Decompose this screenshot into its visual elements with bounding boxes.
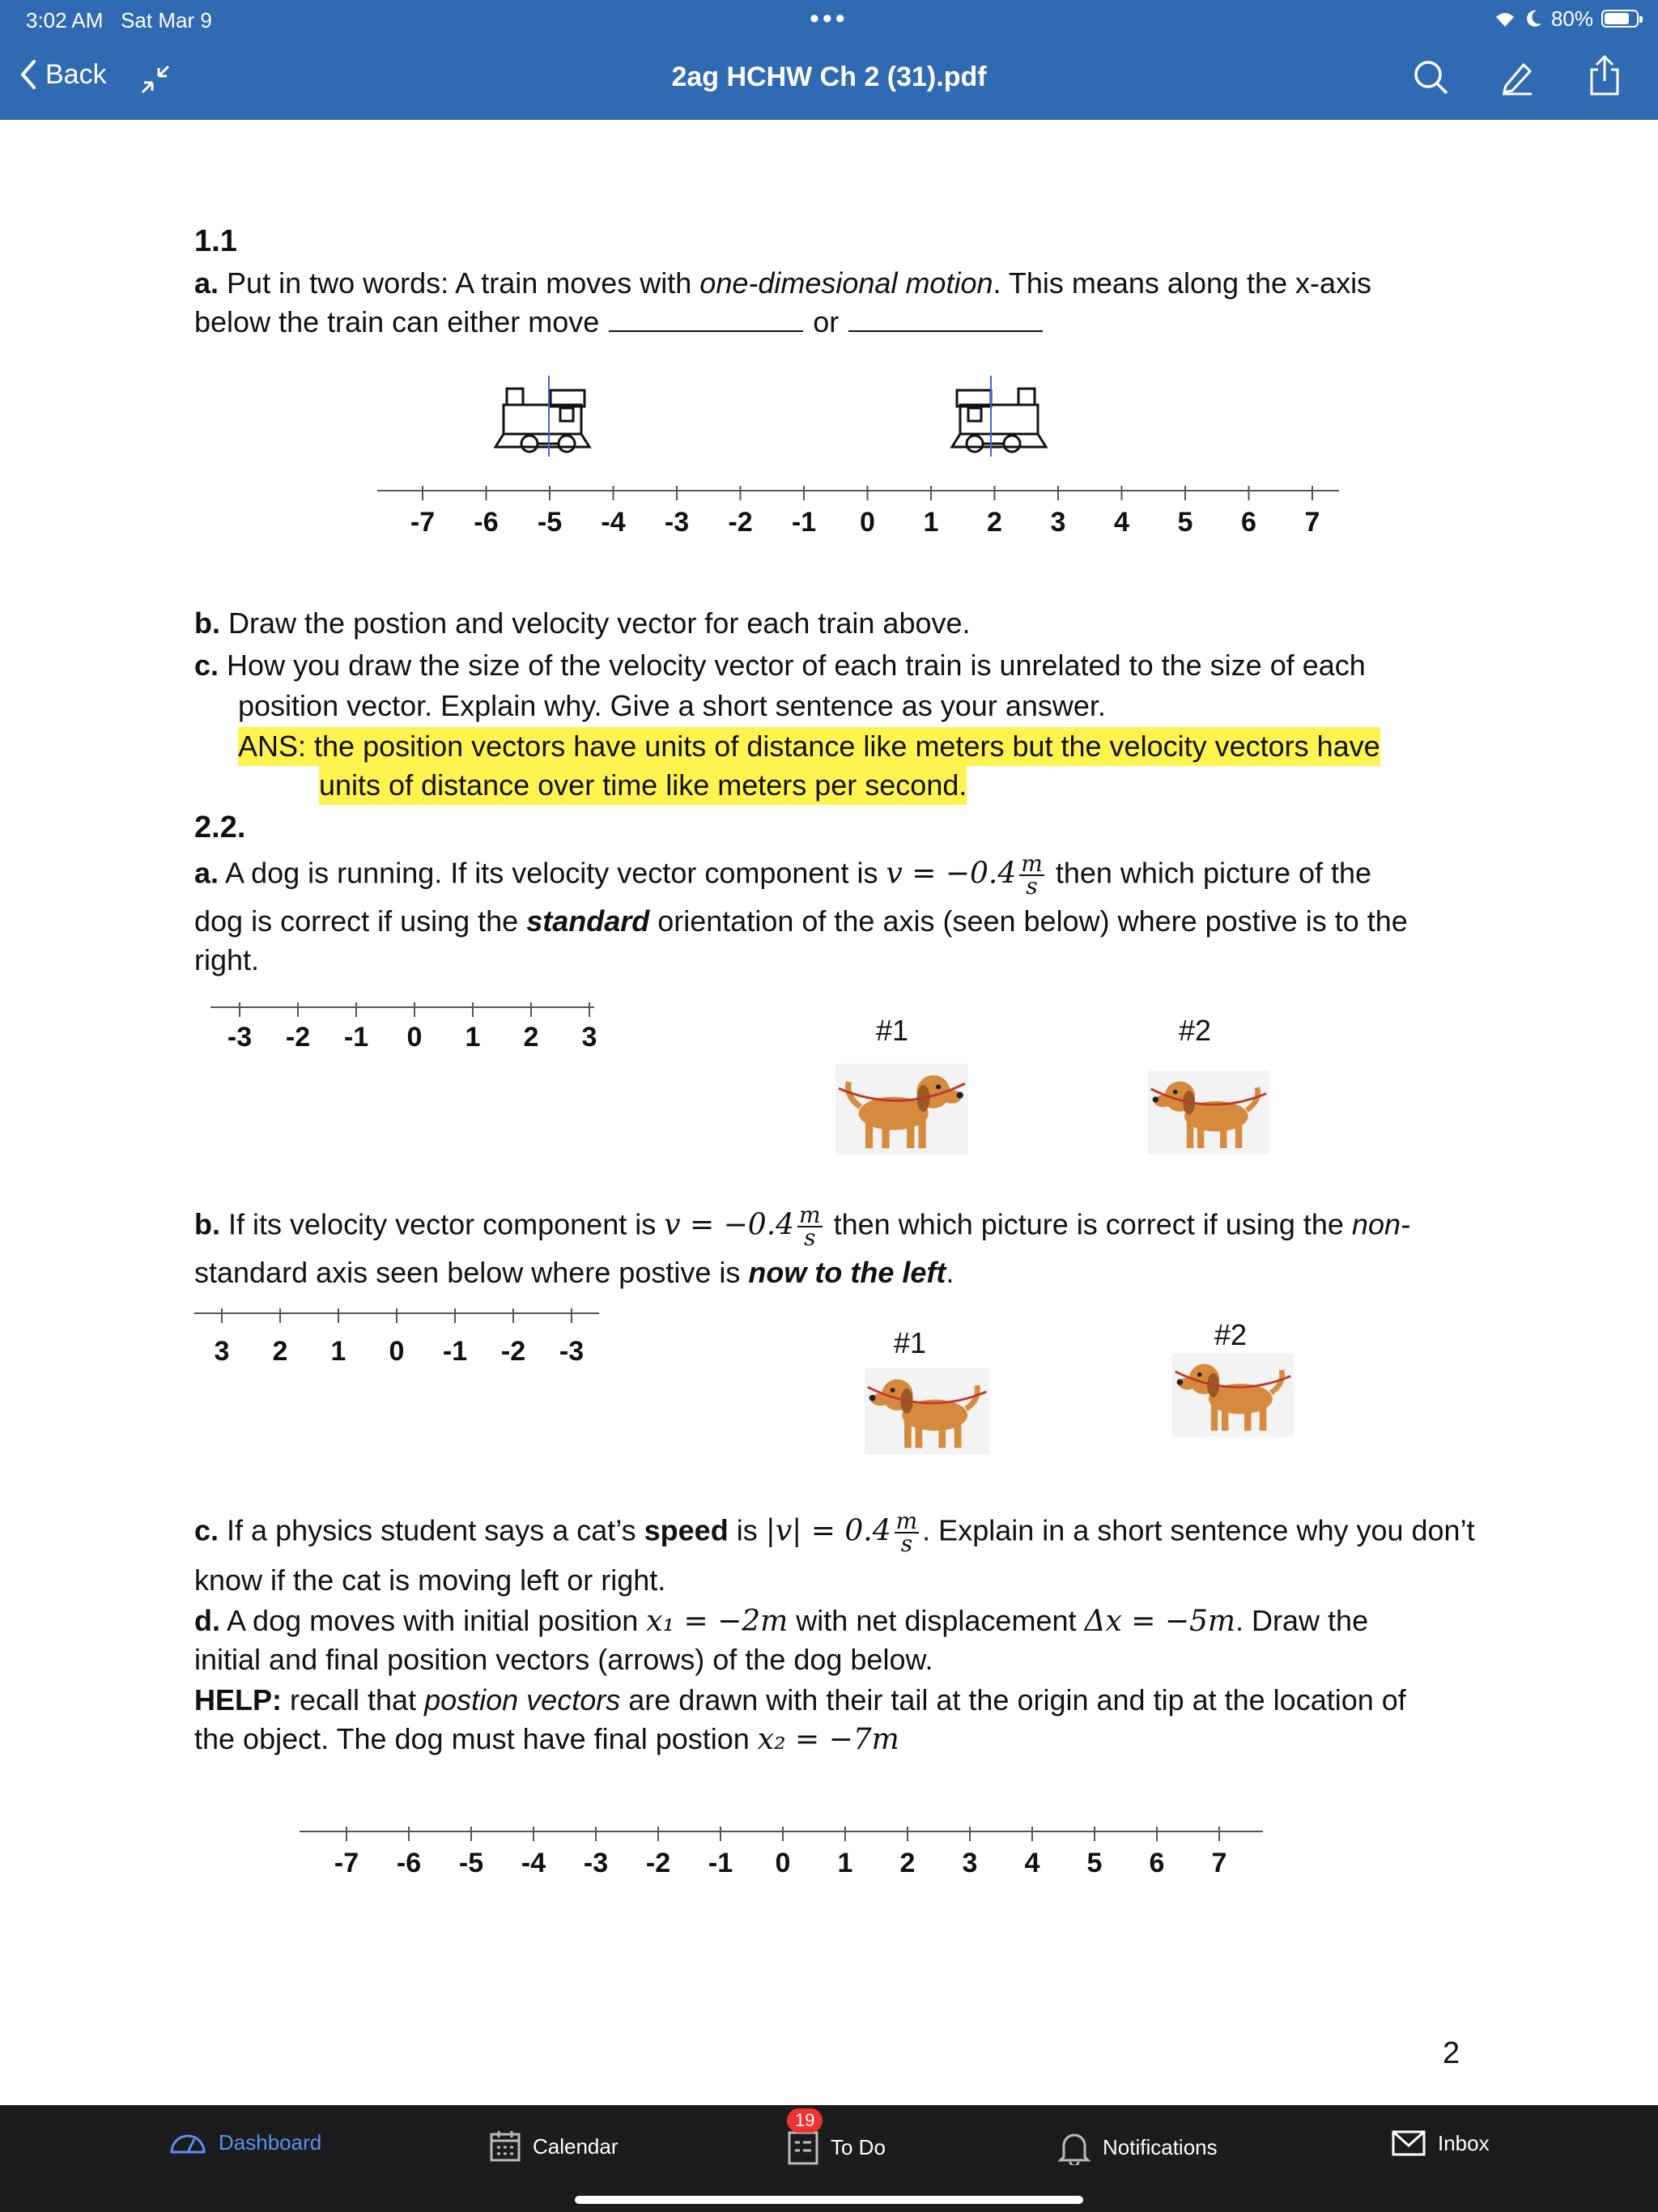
axis-tick-label: 1 [923,507,939,538]
question-2-2-a: a. A dog is running. If its velocity vector component is v = −0.4 $\frac{m}{s}$ then which picture of the [194,850,1372,900]
battery-percent: 80% [1550,6,1593,31]
train-left-icon [494,376,599,457]
dog-image-3 [861,1368,993,1454]
bell-icon [1057,2129,1091,2165]
section-heading-1-1: 1.1 [194,224,237,258]
tab-label: Dashboard [219,2129,322,2155]
search-icon[interactable] [1412,58,1449,96]
bottom-tab-bar [0,2105,1658,2212]
chevron-left-icon [18,58,37,91]
axis-tick-label: 1 [330,1336,346,1367]
number-line-4 [0,1823,1658,1848]
axis-tick-label: -6 [474,507,499,538]
axis-tick-label: -2 [728,507,753,538]
axis-tick-label: 2 [523,1022,539,1053]
question-1-1-a-line2: below the train can either move or [194,303,1052,342]
question-2-2-b-line2: standard axis seen below where postive is now to the left. [194,1256,954,1289]
axis-tick-label: 3 [214,1336,230,1367]
battery-icon [1601,10,1639,28]
number-line-3 [0,1305,1658,1329]
section-heading-2-2: 2.2. [194,810,246,844]
number-line-2 [0,999,1658,1023]
mail-icon [1391,2129,1426,2157]
page-number: 2 [1443,2036,1460,2070]
number-line-1 [0,483,1658,507]
axis-tick-label: 4 [1024,1848,1040,1878]
axis-tick-label: 6 [1149,1848,1165,1878]
clock: 3:02 AM [26,8,104,32]
question-1-1-b: b. Draw the postion and velocity vector for each train above. [194,606,971,640]
question-2-2-c: c. If a physics student says a cat’s speed is |v| = 0.4 $\frac{m}{s}$ . Explain in a short sentence why you don’t [194,1508,1475,1557]
back-label: Back [45,58,107,90]
axis-tick-label: 0 [406,1022,423,1053]
axis-tick-label: -3 [559,1336,585,1367]
axis-tick-label: 3 [962,1848,978,1878]
share-icon[interactable] [1587,53,1622,97]
tab-dashboard[interactable] [168,2129,321,2155]
question-2-2-d-line2: initial and final position vectors (arrows) of the dog below. [194,1643,933,1676]
axis-tick-label: -1 [708,1848,733,1878]
axis-tick-label: -1 [791,507,817,538]
axis-tick-label: 3 [1050,507,1066,538]
axis-tick-label: -4 [601,507,626,538]
question-1-1-a: a. Put in two words: A train moves with one-dimesional motion. This means along the x-axis [194,266,1372,300]
help-text-line2: the object. The dog must have final postion x₂ = −7m [194,1722,899,1756]
tab-label: Notifications [1103,2134,1218,2159]
tab-inbox[interactable] [1391,2129,1490,2157]
tab-label: Calendar [533,2133,619,2159]
axis-tick-label: 7 [1211,1848,1227,1878]
tab-todo[interactable] [787,2110,886,2165]
axis-tick-label: 7 [1304,507,1320,538]
picture-label-1: #1 [876,1014,909,1047]
axis-tick-label: -3 [227,1022,253,1053]
answer-blank-1[interactable] [609,304,803,332]
question-2-2-a-line3: right. [194,943,260,976]
dashboard-icon [168,2129,207,2155]
home-indicator[interactable] [575,2196,1083,2204]
axis-tick-label: -2 [285,1022,311,1053]
axis-tick-label: -2 [645,1848,671,1878]
calendar-icon [489,2129,521,2163]
moon-icon [1525,9,1543,28]
axis-tick-label: 5 [1086,1848,1103,1878]
axis-tick-label: -3 [583,1848,609,1878]
axis-tick-label: 3 [581,1022,597,1053]
multitask-dots-icon[interactable]: ••• [810,3,848,34]
axis-tick-label: -7 [334,1848,359,1878]
axis-tick-label: 1 [465,1022,481,1053]
question-2-2-c-line2: know if the cat is moving left or right. [194,1563,666,1597]
answer-blank-2[interactable] [848,304,1043,332]
axis-tick-label: -2 [500,1336,526,1367]
wifi-icon [1493,9,1517,28]
collapse-icon[interactable] [138,62,173,97]
tab-label: To Do [831,2134,886,2159]
train-right-icon [942,376,1048,457]
axis-tick-label: 0 [775,1848,791,1878]
tab-label: Inbox [1438,2130,1490,2155]
axis-tick-label: 0 [860,507,875,538]
answer-highlight-line2: units of distance over time like meters per second. [319,766,967,805]
question-1-1-c: c. How you draw the size of the velocity vector of each train is unrelated to the size of each [194,649,1366,682]
axis-tick-label: 1 [837,1848,853,1878]
todo-list-icon [787,2129,819,2165]
question-2-2-b: b. If its velocity vector component is v = −0.4 $\frac{m}{s}$ then which picture is correct if using the non- [194,1202,1410,1251]
dog-image-1 [835,1062,968,1156]
axis-tick-label: -1 [343,1022,369,1053]
axis-tick-label: 0 [389,1336,405,1367]
axis-tick-label: -1 [442,1336,468,1367]
annotate-pen-icon[interactable] [1499,58,1535,96]
axis-tick-label: 2 [899,1848,916,1878]
axis-tick-label: -7 [410,507,436,538]
axis-tick-label: -6 [396,1848,422,1878]
axis-tick-label: 2 [272,1336,288,1367]
axis-tick-label: 2 [987,507,1002,538]
axis-tick-label: -5 [458,1848,484,1878]
tab-calendar[interactable] [489,2129,619,2163]
todo-badge: 19 [787,2108,823,2133]
axis-tick-label: -5 [537,507,563,538]
help-text: HELP: recall that postion vectors are drawn with their tail at the origin and tip at the location of [194,1683,1406,1716]
axis-tick-label: -3 [664,507,690,538]
axis-tick-label: 6 [1241,507,1256,538]
status-time [26,8,212,33]
dog-image-2 [1148,1066,1269,1159]
picture-label-2: #2 [1179,1014,1212,1047]
picture-label-4: #2 [1214,1318,1248,1351]
tab-notifications[interactable] [1057,2129,1218,2165]
axis-tick-label: 4 [1114,507,1129,538]
status-indicators [1493,6,1639,31]
dog-image-4 [1172,1347,1294,1443]
axis-tick-label: 5 [1177,507,1193,538]
picture-label-3: #1 [894,1326,927,1359]
top-bar [0,0,1658,120]
question-2-2-d: d. A dog moves with initial position x₁ = −2m with net displacement Δx = −5m. Draw the [194,1604,1369,1638]
back-button[interactable] [18,58,107,91]
document-title: 2ag HCHW Ch 2 (31).pdf [671,62,987,92]
answer-highlight-line1: ANS: the position vectors have units of distance like meters but the velocity vectors have [238,727,1380,766]
question-1-1-c-line2: position vector. Explain why. Give a short sentence as your answer. [238,689,1106,722]
question-2-2-a-line2: dog is correct if using the standard orientation of the axis (seen below) where postive is to the [194,904,1408,938]
date: Sat Mar 9 [121,8,212,32]
axis-tick-label: -4 [521,1848,546,1878]
